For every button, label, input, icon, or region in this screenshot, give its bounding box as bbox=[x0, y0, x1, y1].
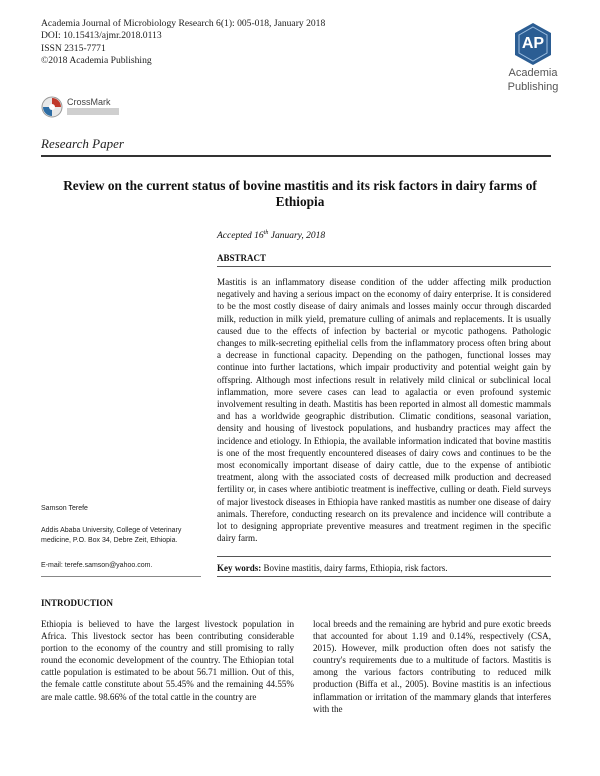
crossmark-icon bbox=[41, 96, 63, 118]
abstract-heading: ABSTRACT bbox=[217, 253, 267, 263]
crossmark-badge[interactable] bbox=[41, 96, 137, 120]
introduction-heading: INTRODUCTION bbox=[41, 598, 114, 608]
publisher-logo bbox=[488, 22, 578, 94]
logo-mark-text: AP bbox=[521, 35, 545, 52]
keywords bbox=[217, 563, 447, 573]
abstract-rule-bottom bbox=[217, 556, 551, 557]
abstract-rule-top bbox=[217, 266, 551, 267]
crossmark-label: CrossMark bbox=[67, 97, 111, 107]
abstract-text: Mastitis is an inflammatory disease condition of the udder affecting milk production negatively and having a serious impact on the economy of dairy enterprise. It is considered to be the most costly disease of dairy animals and losses mainly occur through discarded milk, reduction in milk yield, premature culling of animals and replacements. It is usually caused due to the effects of infection by bacterial or mycotic pathogens. Pathologic changes to milk-secreting epithelial cells from the inflammatory process often bring about a decrease in functional capacity. Depending on the pathogen, functional losses may continue into further lactations, which impair productivity and potential weight gain by offspring. Although most infections result in relatively mild clinical or subclinical local inflammation, more severe cases can lead to agalactia or even profound systemic involvement resulting in death. Mastitis has been reported in almost all domestic mammals and has a worldwide geographic distribution. Climatic conditions, seasonal variation, density and housing of livestock populations, and husbandry practices may affect the incidence and etiology. In Ethiopia, the available information indicated that bovine mastitis is one of the most frequently encountered diseases of dairy cows and continues to be the most economically important disease of dairy cattle, due to the expense of antibiotic treatment, along with the associated costs of decreased milk production and decreased fertility or, in cases where antibiotic treatment is ineffective, culling or death. Field surveys of major livestock diseases in Ethiopia have ranked mastitis as number one disease of dairy animals. Therefore, conducting research on its prevalence and incidence will contribute a lot to designing appropriate preventive measures and treatment regimen in the specific dairy farm. bbox=[217, 277, 551, 544]
author-email[interactable]: E-mail: terefe.samson@yahoo.com. bbox=[41, 562, 153, 569]
logo-name-line2: Publishing bbox=[507, 81, 559, 93]
paper-type: Research Paper bbox=[41, 136, 124, 151]
journal-metadata bbox=[41, 18, 325, 67]
copyright: ©2018 Academia Publishing bbox=[41, 54, 152, 66]
author-affiliation: Addis Ababa University, College of Veterinary medicine, P.O. Box 34, Debre Zeit, Ethiopia. bbox=[41, 527, 182, 544]
keywords-rule bbox=[217, 576, 551, 577]
crossmark-subtext-bar bbox=[67, 108, 119, 115]
keywords-text: Bovine mastitis, dairy farms, Ethiopia, risk factors. bbox=[263, 563, 448, 573]
introduction-column-2: local breeds and the remaining are hybrid and pure exotic breeds that accounted for about 1.19 and 0.14%, respectively (CSA, 2015). However, milk production often does not satisfy the country's requirements due to a multitude of factors. Mastitis is among the various factors contributing to reduced milk production (Biffa et al., 2005). Bovine mastitis is an infectious inflammation or irritation of the mammary glands that interferes with the bbox=[313, 619, 551, 714]
accepted-date: Accepted 16th January, 2018 bbox=[217, 230, 326, 242]
journal-citation: Academia Journal of Microbiology Research 6(1): 005-018, January 2018 bbox=[41, 18, 326, 29]
keywords-label: Key words: bbox=[217, 563, 262, 573]
academia-publishing-logo-icon bbox=[513, 22, 553, 66]
author-name: Samson Terefe bbox=[41, 505, 88, 512]
logo-name-line1: Academia bbox=[508, 67, 558, 79]
issn: ISSN 2315-7771 bbox=[41, 42, 106, 54]
paper-title: Review on the current status of bovine mastitis and its risk factors in dairy farms of Ethiopia bbox=[63, 178, 537, 209]
author-rule bbox=[41, 576, 201, 577]
introduction-column-1: Ethiopia is believed to have the largest livestock population in Africa. This livestock sector has been contributing considerable portion to the economy of the country and still promising to rally round the economic development of the country. The Ethiopian total cattle population is estimated to be about 56.71 million. Out of this, the female cattle constitute about 55.45% and the remaining 44.55% are male cattle. 98.66% of the total cattle in the country are bbox=[41, 619, 294, 702]
header-divider bbox=[41, 155, 551, 157]
doi: DOI: 10.15413/ajmr.2018.0113 bbox=[41, 30, 162, 42]
